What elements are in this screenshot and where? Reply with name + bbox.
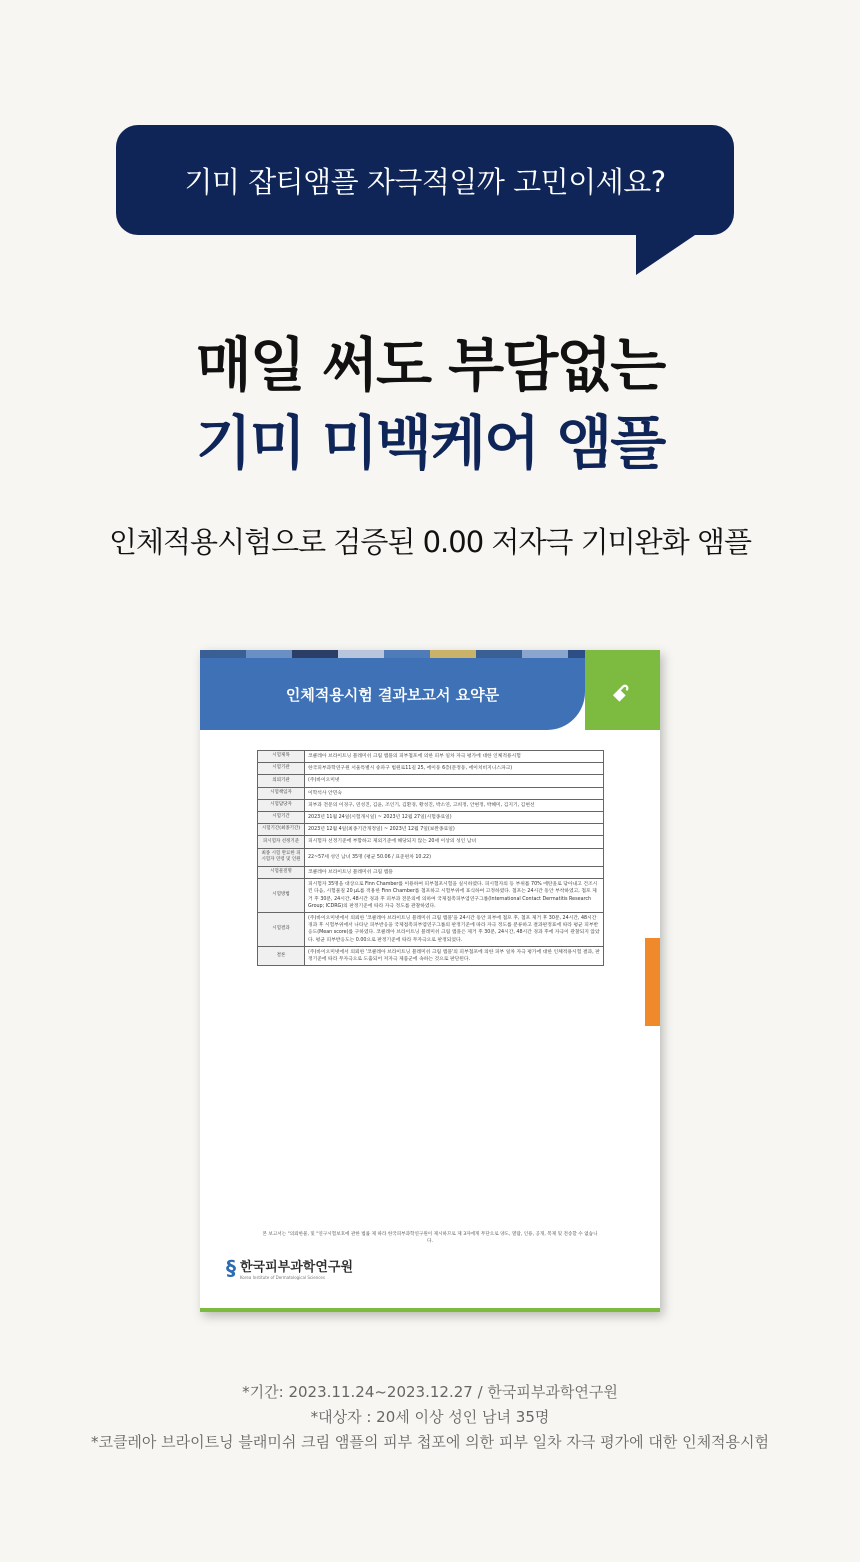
dna-logo-icon: ꗃ xyxy=(612,682,630,707)
note-subjects: *대상자 : 20세 이상 성인 남녀 35명 xyxy=(310,1408,550,1426)
report-row-label: 시험기간(최종기간) xyxy=(258,824,305,836)
report-row xyxy=(258,799,604,811)
report-row-label: 시험결과 xyxy=(258,912,305,946)
report-row xyxy=(258,824,604,836)
report-row-value: 코클레아 브라이트닝 블레미쉬 크림 앰플의 피부첩포에 의한 피부 일차 자극 평가에 대한 인체적용시험 xyxy=(305,751,604,763)
institute-dna-icon: § xyxy=(226,1256,236,1280)
report-row xyxy=(258,787,604,799)
report-row xyxy=(258,946,604,965)
report-row xyxy=(258,763,604,775)
question-text: 기미 잡티앰플 자극적일까 고민이세요? xyxy=(184,164,666,199)
report-title-banner xyxy=(200,658,585,730)
study-notes xyxy=(0,1380,860,1455)
report-row-value: 2023년 12월 4일(최종기간개정일) ~ 2023년 12월 7일(보완종료일) xyxy=(305,824,604,836)
report-row-value: 이학석사 안민숙 xyxy=(305,787,604,799)
report-row xyxy=(258,751,604,763)
report-row xyxy=(258,912,604,946)
report-row-value: 2023년 11월 24일(시험개시일) ~ 2023년 12월 27일(시험종료일) xyxy=(305,811,604,823)
report-row xyxy=(258,848,604,867)
report-row-label: 시험방법 xyxy=(258,879,305,913)
report-row xyxy=(258,775,604,787)
report-row-label: 최종 시험 완료한 피시험자 연령 및 인원 xyxy=(258,848,305,867)
report-row-value: 피부과 전문의 이경구, 연성진, 김윤, 조인기, 김환경, 황성진, 박소연, 고희정, 안현정, 박혜미, 김지기, 김현선 xyxy=(305,799,604,811)
report-row-label: 시험기관 xyxy=(258,763,305,775)
orange-tab xyxy=(645,938,660,1026)
report-row-value: 코클레아 브라이트닝 블레미쉬 크림 앰플 xyxy=(305,867,604,879)
report-table xyxy=(257,750,604,966)
report-row xyxy=(258,879,604,913)
report-row xyxy=(258,811,604,823)
institute-logo xyxy=(226,1256,353,1280)
report-row-value: 22~57세 성인 남녀 35명 (평균 50.06 / 표준편차 10.22) xyxy=(305,848,604,867)
report-row xyxy=(258,867,604,879)
report-row-label: 시험제목 xyxy=(258,751,305,763)
note-test: *코클레아 브라이트닝 블래미쉬 크림 앰플의 피부 첩포에 의한 피부 일차 자극 평가에 대한 인체적용시험 xyxy=(90,1433,770,1451)
institute-name: 한국피부과학연구원 xyxy=(240,1260,354,1275)
report-row-label: 시험기간 xyxy=(258,811,305,823)
subtitle: 인체적용시험으로 검증된 0.00 저자극 기미완화 앰플 xyxy=(109,525,751,559)
report-row-value: (주)바이오미넷 xyxy=(305,775,604,787)
report-row-label: 피시험자 선정기준 xyxy=(258,836,305,848)
headline-line2: 기미 미백케어 앰플 xyxy=(195,409,665,477)
report-footnote: 본 보고서는 "의뢰한물, 및 "연구시험보호에 관한 법률 제 따라 한국피부과학연구원이 제시하므로 제 3자에게 무단으로 양도, 열람, 인용, 공개, 복제 및 전송할 수 없습니다. xyxy=(262,1232,598,1244)
note-period: *기간: 2023.11.24~2023.12.27 / 한국피부과학연구원 xyxy=(242,1383,618,1401)
report-row-label: 의뢰기관 xyxy=(258,775,305,787)
report-title: 인체적용시험 결과보고서 요약문 xyxy=(285,685,500,704)
report-row-value: (주)바이오미넷에서 의뢰한 '코클레아 브라이트닝 블레미쉬 크림 앰플'의 피부첩포에 의한 피부 일차 자극 평가에 대한 인체적용시험 결과, 판정기준에 따라 무자극으로 도출되어 저자극 제품군에 속하는 것으로 판단된다. xyxy=(305,946,604,965)
test-report-image xyxy=(200,650,660,1312)
report-row xyxy=(258,836,604,848)
report-row-label: 시험책임자 xyxy=(258,787,305,799)
report-bottom-line xyxy=(200,1308,660,1312)
bubble-tail xyxy=(636,233,698,275)
report-row-label: 시험담당자 xyxy=(258,799,305,811)
report-row-value: 한국피부과학연구원 서울특별시 송파구 법원로11길 25, 에이동 6층(문정동, 에이치비지니스파크) xyxy=(305,763,604,775)
report-row-value: 피시험자 선정기준에 부합하고 제외기준에 해당되지 않는 20세 이상의 성인 남녀 xyxy=(305,836,604,848)
question-bubble xyxy=(116,125,734,235)
report-row-value: (주)바이오미넷에서 의뢰한 '코클레아 브라이트닝 블레미쉬 크림 앰플'을 24시간 동안 피부에 첩포 후, 첩포 제거 후 30분, 24시간, 48시간 경과 후 시험부위에서 나타난 피부반응을 국제접촉피부염연구그룹의 판정기준에 따라 자극 정도를 분류하고 결과판정표에 따라 평균 피부반응도(Mean score)를 구하였다. 코클레아 브라이트닝 블레미쉬 크림 앰플은 제거 후 30분, 24시간, 48시간 경과 후에 자극이 관찰되지 않았다. 평균 피부반응도는 0.00으로 판정기준에 따라 무자극으로 판정되었다. xyxy=(305,912,604,946)
institute-name-en: Korea Institute of Dermatological Sciences xyxy=(240,1275,325,1280)
report-row-label: 시험물질명 xyxy=(258,867,305,879)
report-row-label: 결론 xyxy=(258,946,305,965)
headline-line1: 매일 써도 부담없는 xyxy=(195,331,665,399)
report-row-value: 피시험자 35명을 대상으로 Finn Chamber를 이용하여 피부첩포시험을 실시하였다. 피시험자의 등 부위를 70% 에탄올로 닦아내고 건조시킨 다음, 시험물질 20 μL를 적용한 Finn Chamber를 첩포하고 시험부위에 표식하여 고정하였다. 첩포는 24시간 동안 부착하였고, 첩포 제거 후 30분, 24시간, 48시간 경과 후 피부과 전문의에 의하여 국제접촉피부염연구그룹(International Contact Dermatitis Research Group; ICDRG)의 판정기준에 따라 자극 정도를 관찰하였다. xyxy=(305,879,604,913)
